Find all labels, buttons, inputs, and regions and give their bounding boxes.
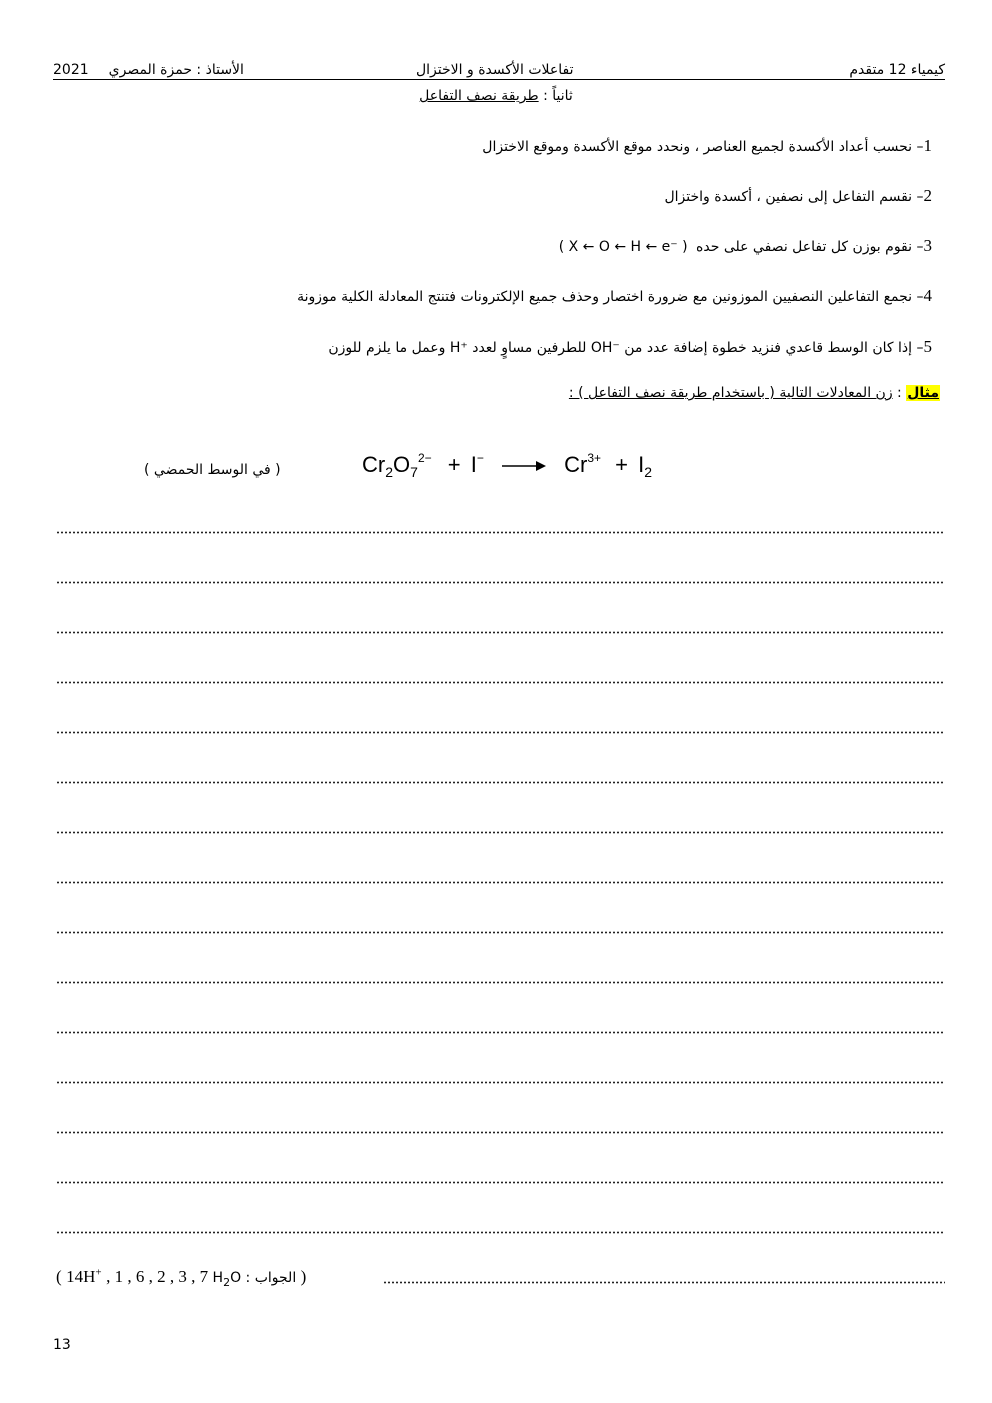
step-text-after: وعمل ما يلزم للوزن <box>328 340 446 356</box>
step-number: 5 <box>923 337 932 356</box>
step-number: 3 <box>923 236 932 255</box>
section-prefix: ثانياً : <box>543 88 573 104</box>
answer-line <box>56 831 945 834</box>
header-rule <box>53 79 945 80</box>
answer-line <box>56 1231 945 1234</box>
answer-h-plus: 14H+ <box>66 1266 102 1286</box>
answer-water: $H_2O$ <box>212 1270 242 1289</box>
answer-line <box>56 631 945 634</box>
hydroxide-ion: OH⁻ <box>590 340 620 356</box>
plus-sign: + <box>615 452 629 477</box>
reaction-medium: ( في الوسط الحمضي ) <box>144 462 281 478</box>
header-teacher-block <box>53 60 244 80</box>
step-text-before: إذا كان الوسط قاعدي فنزيد خطوة إضافة عدد من <box>624 340 913 356</box>
plus-sign: + <box>447 452 461 477</box>
answer-line <box>383 1281 945 1284</box>
step-text: نقسم التفاعل إلى نصفين ، أكسدة واختزال <box>664 189 913 205</box>
product-iodine: $I_2$ <box>638 452 653 480</box>
example-instruction: زن المعادلات التالية ( باستخدام طريقة نصف التفاعل ) : <box>568 385 893 401</box>
step-2: 2– نقسم التفاعل إلى نصفين ، أكسدة واختزال <box>664 186 932 205</box>
step-3: 3– نقوم بوزن كل تفاعل نصفي على حده ( X ← O ← H ← e⁻ ) <box>558 236 932 255</box>
answer-coefficients: , 1 , 6 , 2 , 3 , 7 <box>106 1267 209 1286</box>
step-number: 1 <box>923 136 932 155</box>
answer-hint: ( 14H+ , 1 , 6 , 2 , 3 , 7 $H_2O$ الجواب : ) <box>56 1266 307 1289</box>
step-sequence: ( X ← O ← H ← e⁻ ) <box>558 239 688 255</box>
answer-line <box>56 1031 945 1034</box>
header-teacher: الأستاذ : حمزة المصري <box>108 62 244 78</box>
step-text: نحسب أعداد الأكسدة لجميع العناصر ، ونحدد موقع الأكسدة وموقع الاختزال <box>482 139 913 155</box>
answer-line <box>56 931 945 934</box>
answer-line <box>56 731 945 734</box>
product-chromium: $Cr^{3+}$ <box>564 451 602 477</box>
page-number: 13 <box>53 1337 71 1353</box>
section-heading: طريقة نصف التفاعل <box>419 88 539 104</box>
step-number: 4 <box>923 286 932 305</box>
example-heading: مثال : زن المعادلات التالية ( باستخدام طريقة نصف التفاعل ) : <box>568 385 939 401</box>
reactant-dichromate: $Cr_2O_7^{2-}$ <box>362 451 432 480</box>
chemical-equation <box>362 452 652 478</box>
header-year: 2021 <box>53 62 89 78</box>
step-5: 5– إذا كان الوسط قاعدي فنزيد خطوة إضافة عدد من OH⁻ للطرفين مساوٍ لعدد H⁺ وعمل ما يلزم للوزن <box>328 337 932 356</box>
step-text: نجمع التفاعلين النصفيين الموزونين مع ضرورة اختصار وحذف جميع الإلكترونات فتنتج المعادلة الكلية موزونة <box>297 289 913 305</box>
answer-line <box>56 1081 945 1084</box>
hydrogen-ion: H⁺ <box>449 340 468 356</box>
reactant-iodide: I− <box>470 451 484 477</box>
reaction-arrow-icon <box>502 459 546 473</box>
step-text: نقوم بوزن كل تفاعل نصفي على حده <box>696 239 913 255</box>
answer-line <box>56 781 945 784</box>
answer-line <box>56 981 945 984</box>
answer-line <box>56 1181 945 1184</box>
section-title <box>0 88 992 104</box>
step-text-middle: للطرفين مساوٍ لعدد <box>472 340 587 356</box>
answer-line <box>56 531 945 534</box>
step-1: 1– نحسب أعداد الأكسدة لجميع العناصر ، ونحدد موقع الأكسدة وموقع الاختزال <box>482 136 932 155</box>
header-topic: تفاعلات الأكسدة و الاختزال <box>416 62 574 78</box>
answer-line <box>56 881 945 884</box>
answer-line <box>56 581 945 584</box>
answer-label: الجواب : <box>245 1270 297 1286</box>
answer-line <box>56 681 945 684</box>
example-label: مثال <box>907 385 939 401</box>
header-course: كيمياء 12 متقدم <box>849 62 945 78</box>
step-number: 2 <box>923 186 932 205</box>
answer-line <box>56 1131 945 1134</box>
step-4: 4– نجمع التفاعلين النصفيين الموزونين مع ضرورة اختصار وحذف جميع الإلكترونات فتنتج المعادلة الكلية موزونة <box>297 286 932 305</box>
